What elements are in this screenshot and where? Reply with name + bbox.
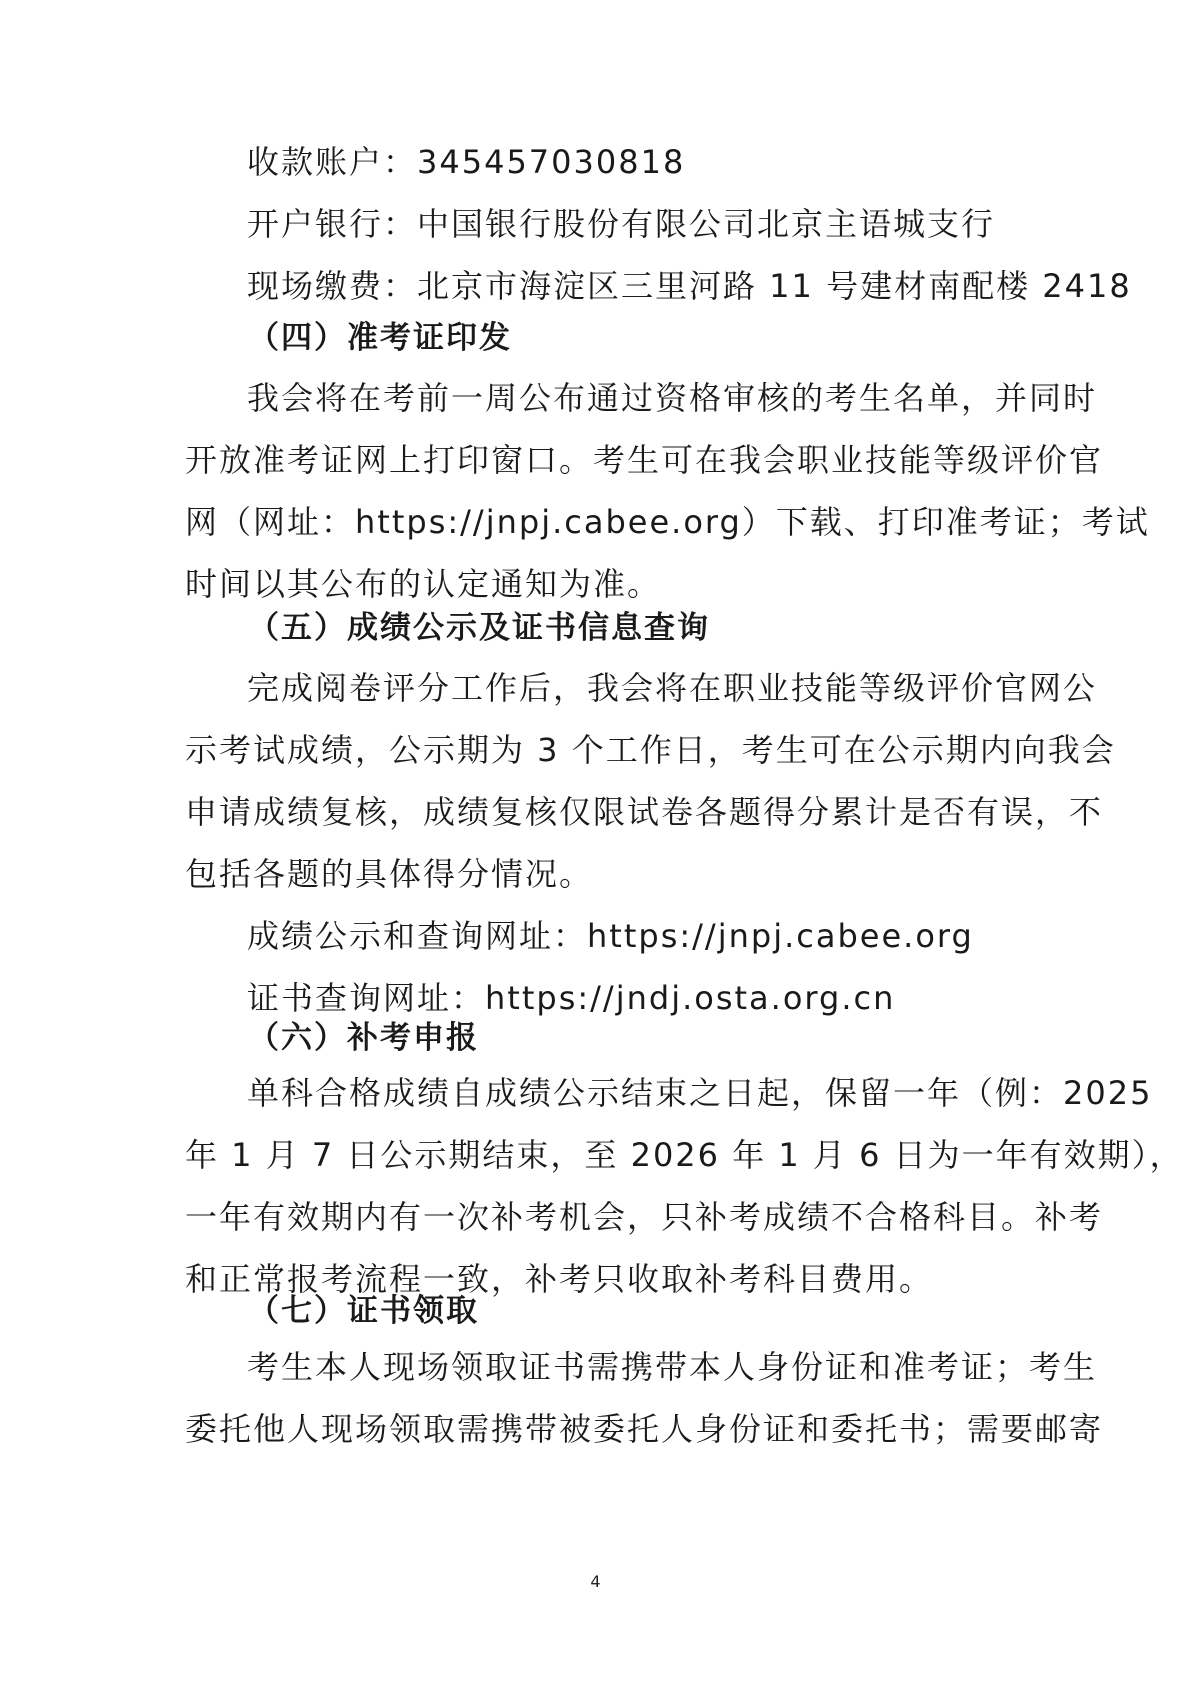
paragraph-line: 我会将在考前一周公布通过资格审核的考生名单，并同时 — [247, 379, 1098, 417]
paragraph-line: 完成阅卷评分工作后，我会将在职业技能等级评价官网公 — [247, 669, 1098, 707]
section-7-heading: （七）证书领取 — [248, 1293, 479, 1329]
section-4-heading: （四）准考证印发 — [248, 320, 512, 356]
paragraph-line: 委托他人现场领取需携带被委托人身份证和委托书；需要邮寄 — [185, 1410, 1104, 1448]
paragraph-line: 时间以其公布的认定通知为准。 — [185, 565, 662, 603]
payment-info — [185, 131, 1132, 317]
paragraph-line: 包括各题的具体得分情况。 — [185, 855, 594, 893]
section-7-paragraph — [185, 1336, 1104, 1460]
section-5-heading: （五）成绩公示及证书信息查询 — [248, 610, 710, 646]
paragraph-line: 考生本人现场领取证书需携带本人身份证和准考证；考生 — [247, 1348, 1098, 1386]
paragraph-line: 网（网址：https://jnpj.cabee.org）下载、打印准考证；考试 — [185, 503, 1150, 541]
section-6-heading: （六）补考申报 — [248, 1020, 479, 1056]
certificate-query-url: 证书查询网址：https://jndj.osta.org.cn — [247, 979, 896, 1017]
paragraph-line: 一年有效期内有一次补考机会，只补考成绩不合格科目。补考 — [185, 1198, 1104, 1236]
section-5-paragraph — [185, 657, 1116, 1029]
section-6-paragraph — [185, 1062, 1184, 1310]
payment-bank: 开户银行：中国银行股份有限公司北京主语城支行 — [247, 205, 996, 243]
payment-onsite: 现场缴费：北京市海淀区三里河路 11 号建材南配楼 2418 — [247, 267, 1132, 305]
score-query-url: 成绩公示和查询网址：https://jnpj.cabee.org — [247, 917, 974, 955]
paragraph-line: 开放准考证网上打印窗口。考生可在我会职业技能等级评价官 — [185, 441, 1104, 479]
paragraph-line: 和正常报考流程一致，补考只收取补考科目费用。 — [185, 1260, 934, 1298]
page-number: 4 — [590, 1572, 601, 1591]
paragraph-line: 示考试成绩，公示期为 3 个工作日，考生可在公示期内向我会 — [185, 731, 1116, 769]
payment-account: 收款账户：345457030818 — [247, 143, 686, 181]
paragraph-line: 申请成绩复核，成绩复核仅限试卷各题得分累计是否有误，不 — [185, 793, 1104, 831]
paragraph-line: 年 1 月 7 日公示期结束，至 2026 年 1 月 6 日为一年有效期）， — [185, 1136, 1184, 1174]
paragraph-line: 单科合格成绩自成绩公示结束之日起，保留一年（例：2025 — [247, 1074, 1153, 1112]
section-4-paragraph — [185, 367, 1150, 615]
